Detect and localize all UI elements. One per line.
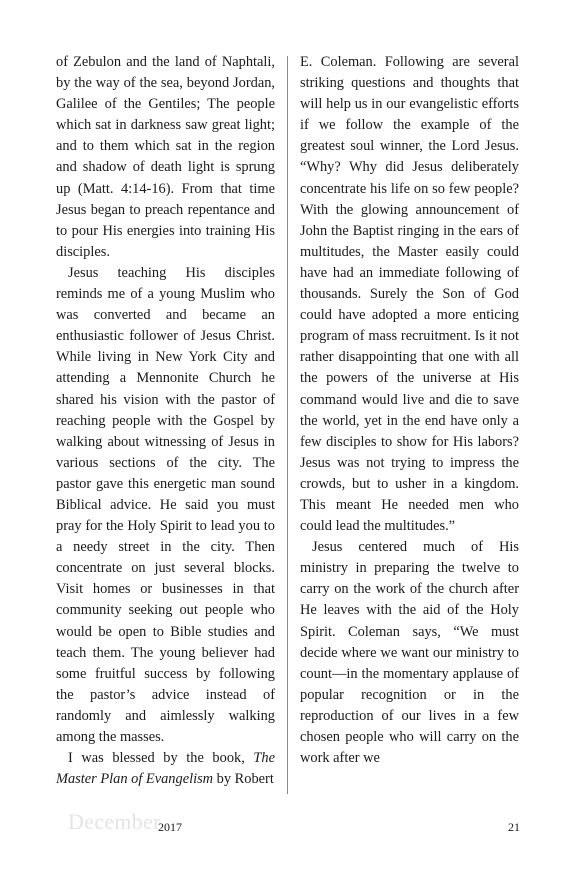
paragraph-text: by Robert bbox=[213, 771, 274, 788]
paragraph: of Zebulon and the land of Naphtali, by the way of the sea, beyond Jordan, Galilee of the Gentiles; The people which sat in darkness saw great light; and to them which sat in the region and shadow of death light is sprung up (Matt. 4:14-16). From that time Jesus began to preach repentance and to pour His energies into training His disciples. bbox=[56, 54, 275, 260]
page-number: 21 bbox=[508, 820, 520, 834]
paragraph-text: I was blessed by the book, bbox=[68, 750, 254, 767]
paragraph: Jesus centered much of His ministry in preparing the twelve to carry on the work of the church after He leaves with the aid of the Holy Spirit. Coleman says, “We must decide where we want our ministry to count—in the momentary applause of popular recognition or in the reproduction of our lives in a few chosen people who will carry on the work after we bbox=[300, 539, 519, 767]
footer-month-watermark: December bbox=[68, 809, 161, 834]
paragraph bbox=[56, 748, 275, 790]
column-divider bbox=[287, 56, 288, 794]
book-title: The Master Plan of Evangelism bbox=[56, 750, 275, 788]
footer-year: 2017 bbox=[158, 820, 182, 834]
paragraph: Jesus teaching His disciples reminds me of a young Muslim who was converted and became an enthusiastic follower of Jesus Christ. While living in New York City and attending a Mennonite Church he shared his vision with the pastor of reaching people with the Gospel by walking about witnessing of Jesus in various sections of the city. The pastor gave this energetic man sound Biblical advice. He said you must pray for the Holy Spirit to lead you to a needy street in the city. Then concentrate on just several blocks. Visit homes or businesses in that community seeking out people who would be open to Bible studies and teach them. The young believer had some fruitful success by following the pastor’s advice instead of randomly and aimlessly walking among the masses. bbox=[56, 264, 275, 745]
right-column bbox=[300, 52, 519, 769]
left-column bbox=[56, 52, 275, 790]
paragraph: E. Coleman. Following are several striking questions and thoughts that will help us in our evangelistic efforts if we follow the example of the greatest soul winner, the Lord Jesus. “Why? Why did Jesus deliberately concentrate his life on so few people? With the glowing announcement of John the Baptist ringing in the ears of multitudes, the Master easily could have had an immediate following of thousands. Surely the Son of God could have adopted a more enticing program of mass recruitment. Is it not rather disappointing that one with all the powers of the universe at His command would live and die to save the world, yet in the end have only a few disciples to show for His labors? Jesus was not trying to impress the crowds, but to usher in a kingdom. This meant He needed men who could lead the multitudes.” bbox=[300, 54, 519, 535]
